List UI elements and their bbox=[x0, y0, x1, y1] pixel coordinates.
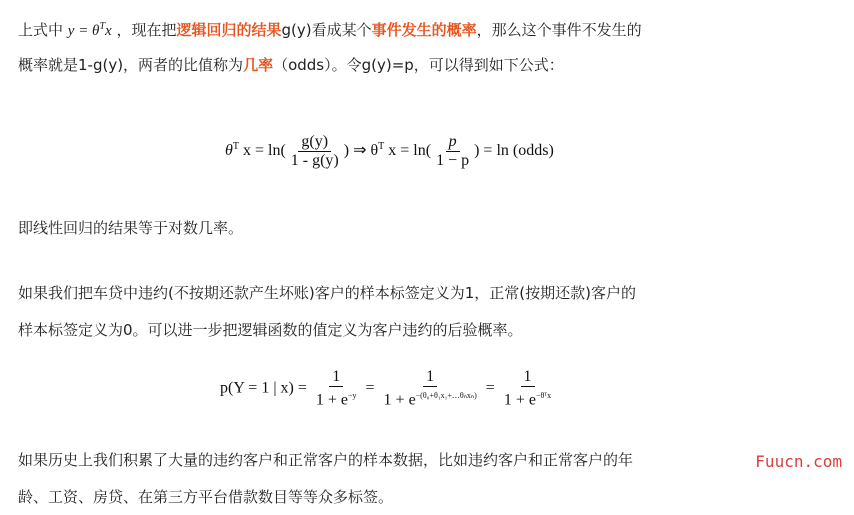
para3-line1: 如果我们把车贷中违约(不按期还款产生坏账)客户的样本标签定义为1，正常(按期还款)客户的 bbox=[18, 284, 636, 302]
para3-line2: 样本标签定义为0。可以进一步把逻辑函数的值定义为客户违约的后验概率。 bbox=[18, 321, 523, 339]
highlight-odds: 几率 bbox=[243, 56, 274, 74]
highlight-logistic-result: 逻辑回归的结果 bbox=[176, 21, 282, 39]
para1-line2 bbox=[18, 55, 564, 75]
highlight-event-probability: 事件发生的概率 bbox=[371, 21, 477, 39]
para4-line2: 龄、工资、房贷、在第三方平台借款数目等等众多标签。 bbox=[18, 488, 394, 506]
text: （odds）。令g(y)=p，可以得到如下公式： bbox=[273, 56, 564, 74]
para1-line1 bbox=[18, 17, 642, 41]
para4-line1: 如果历史上我们积累了大量的违约客户和正常客户的样本数据，比如违约客户和正常客户的年 bbox=[18, 451, 634, 469]
inline-formula: $y = \theta^Tx$ bbox=[67, 21, 112, 39]
text: ，那么这个事件不发生的 bbox=[476, 21, 642, 39]
formula-log-odds: $\theta^T$ x = ln( $\frac{g(y)}{1 - g(y)}$ ) ⇒ $\theta^T$ x = ln( $\frac{p}{1 - p}$ ) = ln (odds) bbox=[225, 133, 554, 169]
para2: 即线性回归的结果等于对数几率。 bbox=[18, 219, 244, 237]
text: 上式中 bbox=[18, 21, 68, 39]
watermark: Fuucn.com bbox=[755, 452, 842, 471]
text: 概率就是1-g(y)，两者的比值称为 bbox=[18, 56, 244, 74]
text: g(y)看成某个 bbox=[281, 21, 372, 39]
text: ，现在把 bbox=[116, 21, 177, 39]
formula-posterior: p(Y = 1 | x) = $\frac{1}{1 + e^{-y}}$ = $\frac{1}{1 + e^{-(\theta_0+\theta_1x_1+\dots\theta_nx_n)}}$ = $\frac{1}{1 + e^{-\theta ᵀx}}$ bbox=[220, 368, 552, 409]
